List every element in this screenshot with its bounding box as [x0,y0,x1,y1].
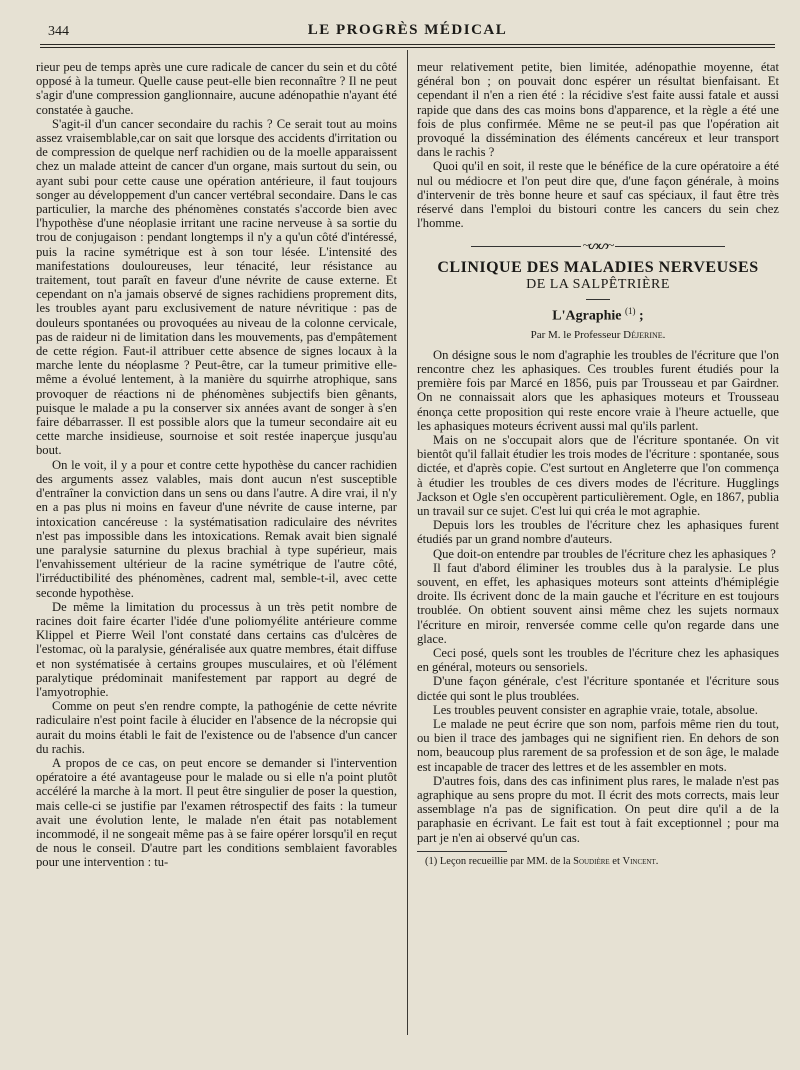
footnote-mark: (1) [425,855,438,867]
paragraph: Quoi qu'il en soit, il reste que le bénéfice de la cure opératoire a été nul ou médiocre et l'on peut dire que, d'une façon générale, à moins d'intervenir de très bonne heure et sauf cas spéciaux, il faut être très réservé dans l'emploi du bistouri contre les cancers du sein chez l'homme. [417,159,779,231]
paragraph: Comme on peut s'en rendre compte, la pathogénie de cette névrite radiculaire n'est point facile à élucider en l'absence de la nécropsie qui aurait du moins établi le fait de l'existence ou de l'absence d'un cancer du rachis. [36,699,397,756]
right-column [417,60,779,868]
column-divider [407,50,408,1035]
ornament-line-left [471,246,581,247]
article-title-end: ; [635,308,644,324]
article-title-text: L'Agraphie [552,308,622,324]
right-column-continuation [417,60,779,230]
paragraph: Mais on ne s'occupait alors que de l'écriture spontanée. On vit bientôt qu'il fallait étudier les trois modes de l'écriture : spontanée, sous dictée, et d'après copie. C'est surtout en Angleterre que l'on commença à étudier les troubles de ces divers modes de l'écriture. Hugglings Jackson et Ogle s'en occupèrent particulièrement. Ogle, en 1867, publia un travail sur ce sujet. C'est lui qui créa le mot agraphie. [417,432,779,518]
left-column [36,60,397,870]
footnote-name-2: Vincent. [622,855,659,867]
ornament-glyph: ~ᔕᔕ~ [582,238,614,253]
journal-title: LE PROGRÈS MÉDICAL [307,22,508,38]
section-title: CLINIQUE DES MALADIES NERVEUSES [437,258,759,276]
article-byline [417,328,779,342]
paragraph: Que doit-on entendre par troubles de l'écriture chez les aphasiques ? [433,546,776,561]
article-title [417,304,779,324]
paragraph: meur relativement petite, bien limitée, adénopathie moyenne, état général bon ; on pouvait donc espérer un résultat bienfaisant. Et cependant il n'en a rien été : la récidive s'est faite aussi fatale et aussi rapide que dans des cas moins bons d'apparence, et la règle a été une fois de plus confirmée. Même ne se peut-il pas que l'opération ait provoqué la dissémination des éléments cancéreux et leur transport dans le rachis ? [417,60,779,160]
paragraph: A propos de ce cas, on peut encore se demander si l'intervention opératoire a été avantageuse pour le malade ou si elle n'a point plutôt accéléré la marche à la mort. Il peut être singulier de poser la question, mais celle-ci se justifie par l'examen rétrospectif des faits : la tumeur avait une évolution lente, le malade n'en était pas notablement incommodé, il ne songeait même pas à se faire opérer lorsqu'il en reçut de nous le conseil. D'autre part les conditions semblaient favorables pour une intervention : tu- [36,755,397,870]
header-rule [40,44,775,45]
paragraph: Depuis lors les troubles de l'écriture chez les aphasiques furent étudiés par un grand nombre d'auteurs. [417,518,779,547]
footnote-reference: (1) [625,305,636,316]
ornament-line-right [615,246,725,247]
byline-prefix: Par M. le Professeur [530,328,624,341]
paragraph: Le malade ne peut écrire que son nom, parfois même rien du tout, ou bien il trace des jambages qui ne signifient rien. En dehors de son nom, beaucoup plus rarement de sa profession et de son âge, le malade est incapable de tracer des lettres et de les assembler en mots. [417,716,779,774]
paragraph: Il faut d'abord éliminer les troubles dus à la paralysie. Le plus souvent, en effet, les aphasiques moteurs sont atteints d'hémiplégie droite. Ils écrivent donc de la main gauche et l'écriture en est toujours troublée. On obtient souvent ainsi même chez les sujets normaux l'écriture en miroir, renversée comme celle qu'on regarde dans une glace. [417,560,779,646]
paragraph: On désigne sous le nom d'agraphie les troubles de l'écriture que l'on rencontre chez les aphasiques. Ces troubles furent étudiés pour la première fois par Marcé en 1856, puis par Trousseau et par Gairdner. On ne connaissait alors que les aphasiques moteurs et Trousseau énonça cette proposition qui reste encore vraie à l'heure actuelle, que les aphasiques moteurs écrivent aussi mal qu'ils parlent. [417,347,779,433]
byline-author: Déjerine. [623,328,666,341]
paragraph: Ceci posé, quels sont les troubles de l'écriture chez les aphasiques en général, moteurs ou sensoriels. [417,645,779,675]
paragraph: De même la limitation du processus à un très petit nombre de racines doit faire écarter l'idée d'une poliomyélite antérieure comme Klippel et Pierre Weil l'ont constaté dans certains cas d'ulcères de l'estomac, où la paralysie, généralisée aux quatre membres, était diffuse et non systématisée à certains groupes musculaires, et où l'élément paralytique prédominait manifestement par rapport au degré de l'amyotrophie. [36,599,397,699]
page-header [40,22,775,44]
paragraph: D'autres fois, dans des cas infiniment plus rares, le malade n'est pas agraphique au sens propre du mot. Il écrit des mots corrects, mais leur assemblage n'a pas de signification. On peut dire qu'il a de la paraphasie en écrivant. Le fait est tout à fait exceptionnel ; pour ma part je n'en ai observé qu'un cas. [417,773,779,845]
paragraph: D'une façon générale, c'est l'écriture spontanée et l'écriture sous dictée qui sont le plus troublées. [417,674,779,703]
footnote-text-prefix: Leçon recueillie par MM. de la [437,855,574,867]
page-number: 344 [48,24,69,39]
section-ornament [417,238,779,252]
footnote [417,856,779,868]
footnote-rule [417,851,507,852]
title-rule [586,299,610,300]
paragraph: On le voit, il y a pour et contre cette hypothèse du cancer rachidien des arguments assez valables, mais dont aucun n'est susceptible d'entraîner la conviction dans un sens ou dans l'autre. A dire vrai, il n'y en a pas plus ni moins en faveur d'une névrite de cause interne, par intoxication cancéreuse : la systématisation radiculaire des névrites n'est pas impossible dans les intoxications. Remak avait bien signalé une paralysie saturnine du plexus brachial à type supérieur, mais l'envahissement ultérieur de la racine symétrique de l'autre côté, l'irréductibilité des phénomènes, cadrent mal, semble-t-il, avec cette seconde hypothèse. [36,457,397,600]
article-body [417,348,779,845]
paragraph: rieur peu de temps après une cure radicale de cancer du sein et du côté opposé à la tumeur. Quelle cause peut-elle bien reconnaître ? Il ne peut s'agir d'une compression ganglionnaire, aucune adénopathie n'ayant été constatée à gauche. [36,60,397,117]
section-subtitle: DE LA SALPÊTRIÈRE [526,276,670,292]
paragraph: Les troubles peuvent consister en agraphie vraie, totale, absolue. [433,702,758,717]
paragraph: S'agit-il d'un cancer secondaire du rachis ? Ce serait tout au moins assez vraisemblable,car on sait que lorsque des accidents d'irritation ou de compression de quelque nerf rachidien ou de la moelle apparaissent chez un malade atteint de cancer d'un organe, mais surtout du sein, ou ayant subi pour cette cause une opération antérieure, il faut toujours songer au développement d'un cancer vertébral secondaire. Dans le cas particulier, la marche des phénomènes constatés s'accorde bien avec l'hypothèse d'une néoplasie irritant une racine nerveuse à sa sortie du trou de conjugaison : pendant longtemps il n'y a qu'un côté d'intéressé, puis la racine symétrique est à son tour lésée. L'intensité des manifestations douloureuses, leur ténacité, leur résistance au traitement, tout paraît en faveur d'une névrite de cause externe. Et cependant on n'a jamais observé de signes rachidiens proprement dits, les troubles ayant paru exclusivement de nature névritique : pas de douleurs spontanées ou provoquées au niveau de la colonne cervicale, pas de raideur ni de limitation dans les mouvements, pas d'empâtement de cette région. Faut-il attribuer cette absence de signes locaux à la marche lente du néoplasme ? Peut-être, car la tumeur primitive elle-même a évolué lentement, à la manière du squirrhe atrophique, sans provoquer de réactions ni de phénomènes subjectifs bien gênants, puisque le malade a pu la conserver six années avant de songer à s'en faire débarrasser. Il est possible alors que la tumeur secondaire ait eu cette marche insidieuse, sournoise et soit restée inaperçue jusqu'au bout. [36,116,397,458]
footnote-name-1: Soudière [573,855,610,867]
header-rule-double [40,47,775,48]
footnote-text-mid: et [609,855,623,867]
